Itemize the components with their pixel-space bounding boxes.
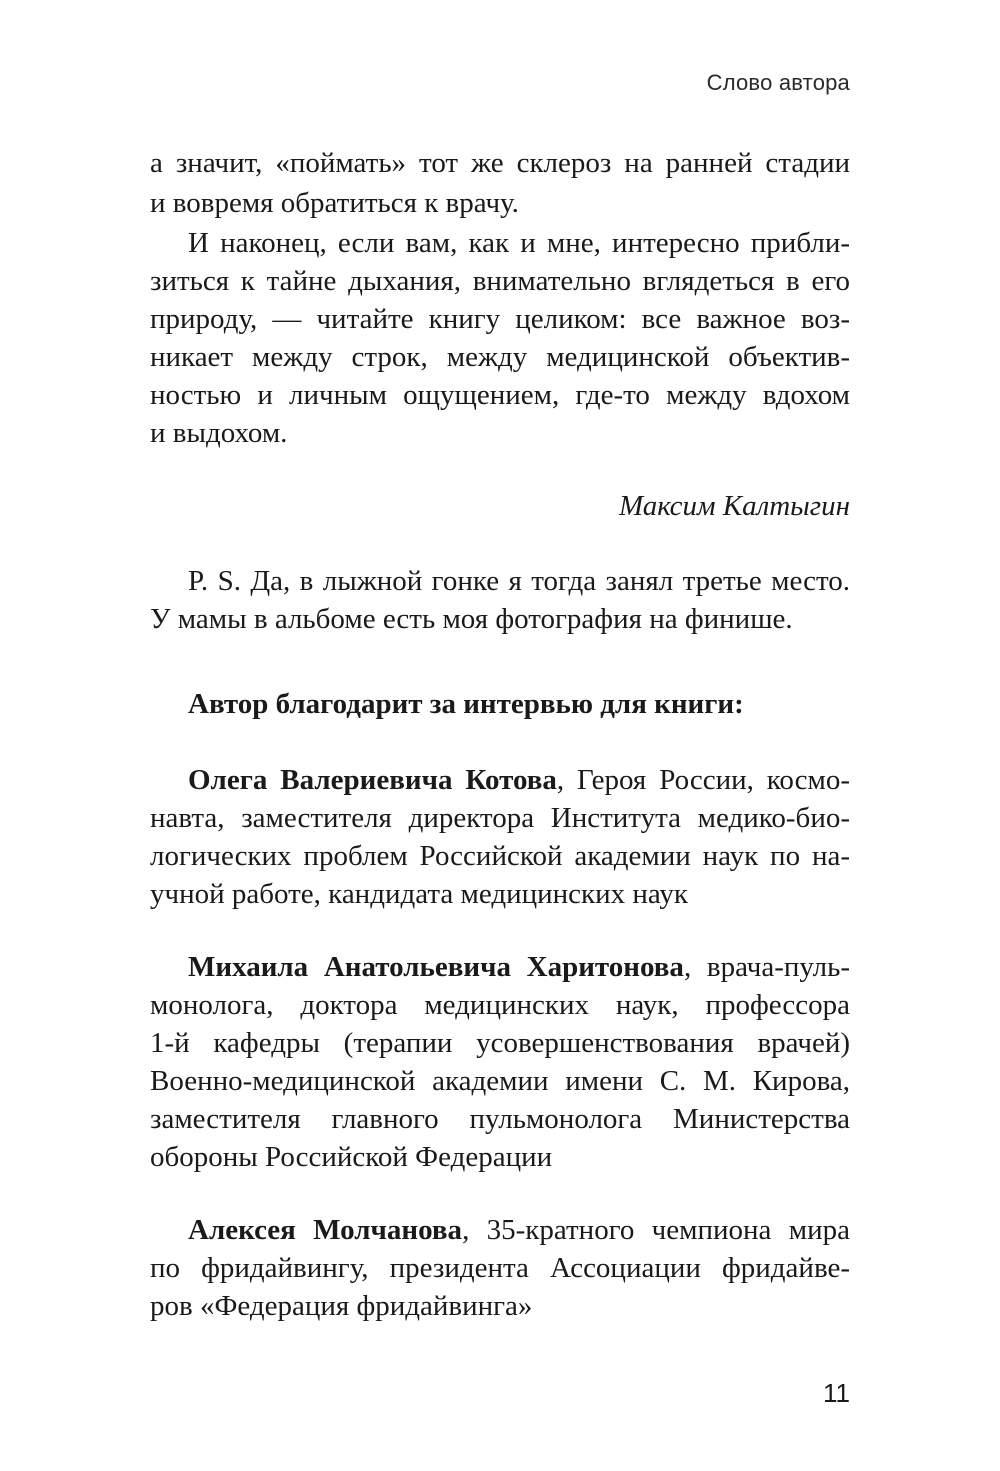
acknowledgements-heading: Автор благодарит за интервью для книги: [188,688,744,720]
text-line: по фридайвингу, президента Ассоциации фридайве- [150,1252,850,1284]
text-line [188,760,850,800]
text-line: 1-й кафедры (терапии усовершенствования врачей) [150,1027,850,1059]
text-line: обороны Российской Федерации [150,1141,553,1173]
text-line: и выдохом. [150,417,288,449]
text-line: никает между строк, между медицинской объектив- [150,341,850,373]
text-line: И наконец, если вам, как и мне, интересно прибли- [188,227,850,259]
text-line: ностью и личным ощущением, где-то между вдохом [150,379,850,411]
text-line: навта, заместителя директора Института медико-био- [150,802,850,834]
person-description: , Героя России, космо- [556,764,850,796]
text-line: природу, — читайте книгу целиком: все важное воз- [150,303,850,335]
text-line [188,1210,850,1250]
text-line: P. S. Да, в лыжной гонке я тогда занял третье место. [188,565,850,597]
text-line: Военно-медицинской академии имени С. М. Кирова, [150,1065,850,1097]
text-line: У мамы в альбоме есть моя фотография на финише. [150,603,793,635]
text-line: монолога, доктора медицинских наук, профессора [150,989,850,1021]
running-header: Слово автора [706,70,850,95]
person-name: Олега Валериевича Котова [188,764,557,796]
page-number: 11 [823,1378,850,1408]
text-line: заместителя главного пульмонолога Министерства [150,1103,850,1135]
person-name: Алексея Молчанова [188,1214,463,1246]
text-line: ров «Федерация фридайвинга» [150,1290,533,1322]
person-description: , врача-пуль- [683,951,850,983]
author-signature: Максим Калтыгин [618,490,850,522]
text-line [188,947,850,987]
text-line: и вовремя обратиться к врачу. [150,187,519,219]
text-line: учной работе, кандидата медицинских наук [150,878,688,910]
person-description: , 35-кратного чемпиона мира [462,1214,850,1246]
text-line: зиться к тайне дыхания, внимательно вглядеться в его [150,265,850,297]
text-line: логических проблем Российской академии наук по на- [150,840,850,872]
person-name: Михаила Анатольевича Харитонова [188,951,684,983]
text-line: а значит, «поймать» тот же склероз на ранней стадии [150,147,850,179]
